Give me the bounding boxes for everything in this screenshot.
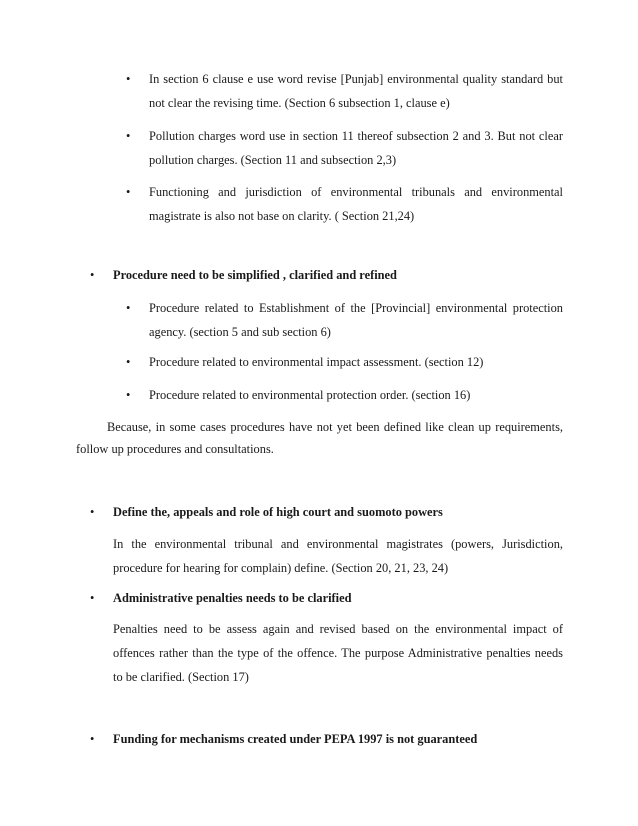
section-heading [90, 263, 563, 287]
list-item [126, 124, 563, 172]
bullet-icon: • [126, 129, 131, 143]
text-line: Because, in some cases procedures have not yet been defined like clean up requirements, [107, 420, 563, 434]
paragraph-line [76, 437, 563, 461]
text-line: Penalties need to be assess again and revised based on the environmental impact of [113, 622, 563, 636]
bullet-icon: • [126, 301, 131, 315]
text-line: In section 6 clause e use word revise [Punjab] environmental quality standard but [149, 72, 563, 86]
text-line: Functioning and jurisdiction of environmental tribunals and environmental [149, 185, 563, 199]
paragraph [113, 532, 563, 580]
text-line: offences rather than the type of the offence. The purpose Administrative penalties needs [113, 646, 563, 660]
list-item [126, 350, 563, 374]
text-line: Procedure related to environmental impact assessment. (section 12) [149, 355, 484, 369]
text-line: Procedure related to environmental protection order. (section 16) [149, 388, 471, 402]
bullet-icon: • [126, 388, 131, 402]
list-item [126, 180, 563, 228]
text-line: to be clarified. (Section 17) [113, 670, 249, 684]
text-line: In the environmental tribunal and environmental magistrates (powers, Jurisdiction, [113, 537, 563, 551]
paragraph [113, 617, 563, 689]
section-heading [90, 586, 563, 610]
section-heading [90, 727, 563, 751]
list-item [126, 67, 563, 115]
text-line: procedure for hearing for complain) define. (Section 20, 21, 23, 24) [113, 561, 449, 575]
heading-text: Define the, appeals and role of high court and suomoto powers [113, 505, 443, 519]
bullet-icon: • [90, 268, 95, 282]
heading-text: Procedure need to be simplified , clarified and refined [113, 268, 397, 282]
paragraph-line [107, 415, 563, 439]
list-item [126, 383, 563, 407]
text-line: pollution charges. (Section 11 and subsection 2,3) [149, 153, 397, 167]
section-heading [90, 500, 563, 524]
text-line: follow up procedures and consultations. [76, 442, 274, 456]
text-line: Pollution charges word use in section 11 thereof subsection 2 and 3. But not clear [149, 129, 563, 143]
bullet-icon: • [126, 185, 131, 199]
bullet-icon: • [126, 355, 131, 369]
bullet-icon: • [90, 732, 95, 746]
bullet-icon: • [90, 505, 95, 519]
bullet-icon: • [126, 72, 131, 86]
list-item [126, 296, 563, 344]
text-line: not clear the revising time. (Section 6 subsection 1, clause e) [149, 96, 450, 110]
text-line: Procedure related to Establishment of the [Provincial] environmental protection [149, 301, 563, 315]
text-line: agency. (section 5 and sub section 6) [149, 325, 331, 339]
text-line: magistrate is also not base on clarity. ( Section 21,24) [149, 209, 415, 223]
bullet-icon: • [90, 591, 95, 605]
heading-text: Administrative penalties needs to be clarified [113, 591, 352, 605]
heading-text: Funding for mechanisms created under PEPA 1997 is not guaranteed [113, 732, 478, 746]
